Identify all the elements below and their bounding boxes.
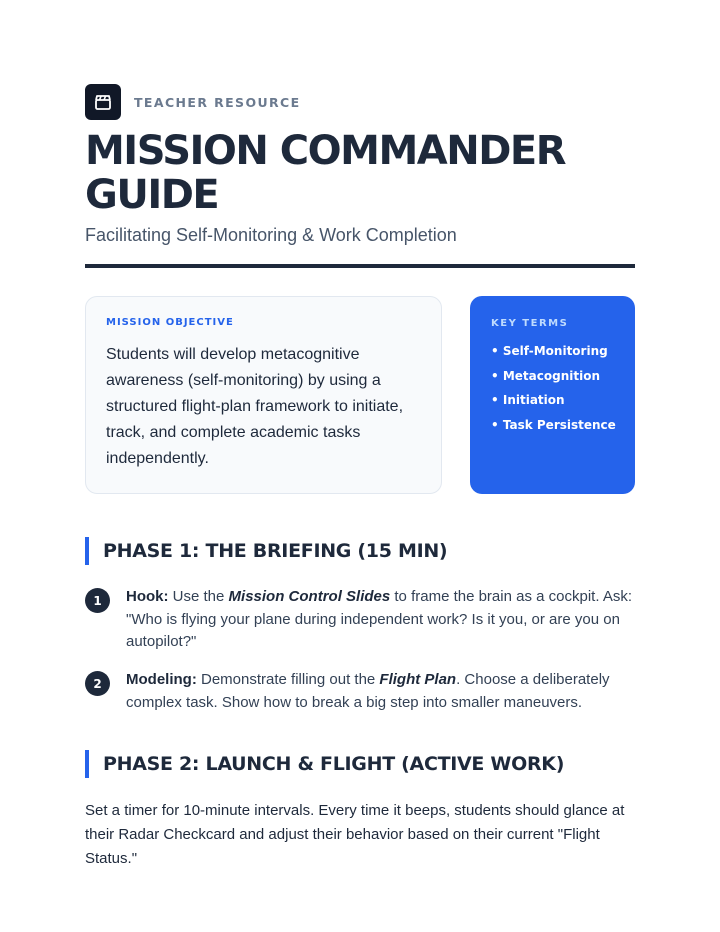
step-emphasis: Mission Control Slides — [228, 588, 391, 605]
header-divider — [85, 264, 635, 268]
key-term-item: • Metacognition — [491, 368, 601, 383]
title-line-1: MISSION COMMANDER — [85, 128, 566, 174]
step-text — [126, 669, 635, 714]
step-text-post: to frame the brain as a cockpit. Ask: "Who is flying your plane during independent work? Is it you, or are you on autopilot?" — [126, 588, 632, 650]
page-subtitle: Facilitating Self-Monitoring & Work Completion — [85, 225, 457, 245]
key-terms-list — [491, 339, 614, 437]
phase-1-step — [85, 586, 635, 654]
key-term-item: • Task Persistence — [491, 417, 616, 432]
phase-2-heading-text: PHASE 2: LAUNCH & FLIGHT (ACTIVE WORK) — [103, 753, 565, 775]
key-term-item: • Self-Monitoring — [491, 344, 608, 358]
phase-1-step — [85, 669, 635, 714]
clapperboard-icon — [85, 84, 121, 120]
step-emphasis: Flight Plan — [379, 671, 457, 688]
objective-text: Students will develop metacognitive awareness (self-monitoring) by using a structured flight-plan framework to initiate, track, and complete academic tasks independently. — [106, 346, 404, 467]
phase-2-heading — [85, 750, 635, 778]
objective-label: MISSION OBJECTIVE — [106, 317, 234, 328]
guide-page — [85, 84, 635, 867]
step-lead: Modeling: — [126, 671, 197, 688]
phase-2-text: Set a timer for 10-minute intervals. Every time it beeps, students should glance at their Radar Checkcard and adjust their behavior based on their current "Flight Status." — [85, 802, 625, 867]
phase-1-heading-text: PHASE 1: THE BRIEFING (15 MIN) — [103, 540, 448, 562]
mission-objective-card — [85, 296, 442, 494]
phase-1-heading — [85, 537, 635, 565]
step-text-post: . Choose a deliberately complex task. Show how to break a big step into smaller maneuvers. — [126, 671, 610, 711]
step-text-pre: Use the — [168, 588, 229, 605]
page-title — [85, 129, 635, 217]
key-terms-card — [470, 296, 635, 494]
title-line-2: GUIDE — [85, 172, 219, 218]
step-number-badge: 1 — [85, 588, 110, 613]
key-terms-label: KEY TERMS — [491, 318, 569, 329]
header-eyebrow-row — [85, 84, 635, 120]
key-term-item: • Initiation — [491, 393, 565, 408]
step-lead: Hook: — [126, 588, 169, 605]
step-text-pre: Demonstrate filling out the — [196, 671, 380, 688]
step-text — [126, 586, 635, 654]
eyebrow-label: TEACHER RESOURCE — [134, 94, 301, 110]
step-number-badge: 2 — [85, 671, 110, 696]
